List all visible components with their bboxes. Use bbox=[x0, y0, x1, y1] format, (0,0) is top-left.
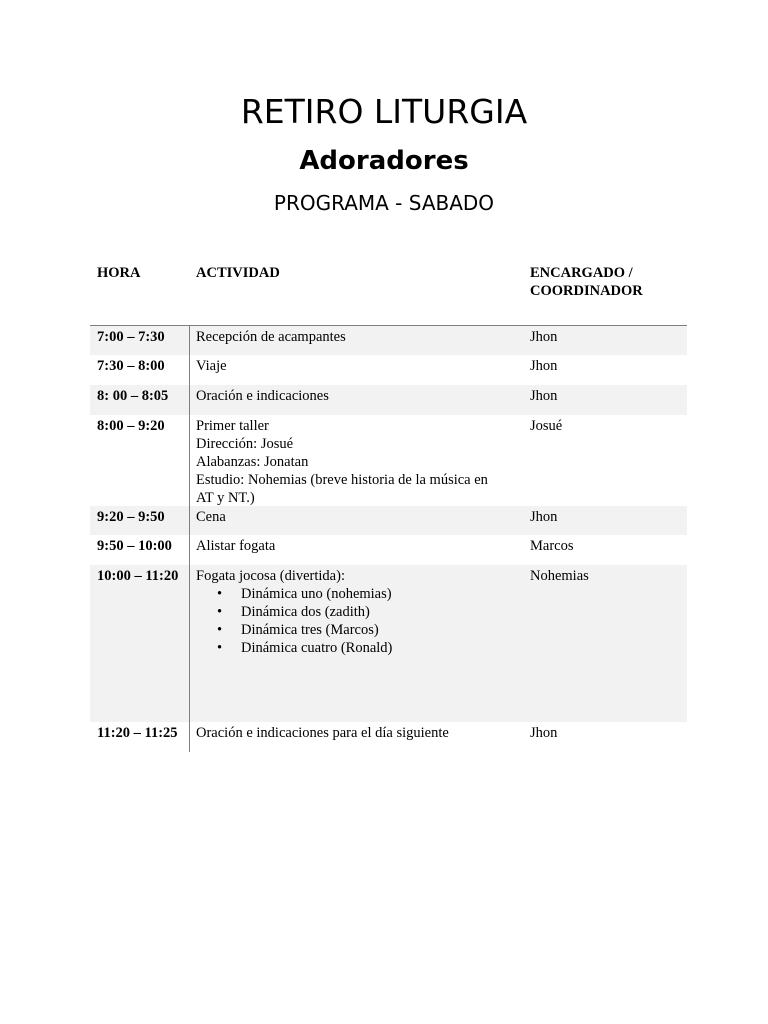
table-row bbox=[90, 506, 687, 535]
column-header-actividad: ACTIVIDAD bbox=[196, 265, 280, 281]
table-row bbox=[90, 722, 687, 753]
bullet-icon: • bbox=[217, 622, 223, 638]
column-header-encargado-line2: COORDINADOR bbox=[530, 283, 643, 299]
table-row bbox=[90, 355, 687, 385]
activity-line: Estudio: Nohemias (breve historia de la música en bbox=[196, 472, 488, 488]
table-row bbox=[90, 385, 687, 415]
row-encargado: Josué bbox=[530, 418, 563, 434]
row-actividad: Cena bbox=[196, 509, 226, 525]
row-encargado: Jhon bbox=[530, 509, 558, 525]
bullet-icon: • bbox=[217, 604, 223, 620]
table-header-row bbox=[90, 255, 687, 326]
row-encargado: Marcos bbox=[530, 538, 574, 554]
table-row bbox=[90, 326, 687, 355]
document-title: RETIRO LITURGIA bbox=[240, 92, 528, 131]
row-hora: 8: 00 – 8:05 bbox=[97, 388, 169, 404]
activity-line: AT y NT.) bbox=[196, 490, 255, 506]
column-header-encargado bbox=[530, 264, 685, 300]
column-header-encargado-line1: ENCARGADO / bbox=[530, 265, 633, 281]
list-item bbox=[217, 639, 523, 657]
row-actividad: Oración e indicaciones bbox=[196, 388, 329, 404]
activity-line: Dirección: Josué bbox=[196, 436, 294, 452]
row-hora: 9:50 – 10:00 bbox=[97, 538, 172, 554]
row-actividad bbox=[196, 567, 523, 657]
list-item bbox=[217, 603, 523, 621]
column-divider bbox=[189, 325, 190, 752]
row-hora: 7:00 – 7:30 bbox=[97, 329, 165, 345]
document-subtitle: Adoradores bbox=[299, 146, 469, 176]
row-hora: 8:00 – 9:20 bbox=[97, 418, 165, 434]
activity-line: Alabanzas: Jonatan bbox=[196, 454, 309, 470]
row-hora: 7:30 – 8:00 bbox=[97, 358, 165, 374]
bullet-icon: • bbox=[217, 586, 223, 602]
row-actividad: Recepción de acampantes bbox=[196, 329, 346, 345]
table-row bbox=[90, 535, 687, 565]
activity-line: Primer taller bbox=[196, 418, 269, 434]
row-encargado: Jhon bbox=[530, 725, 558, 741]
bullet-text: Dinámica tres (Marcos) bbox=[241, 622, 379, 638]
row-encargado: Nohemias bbox=[530, 568, 589, 584]
schedule-table bbox=[90, 255, 687, 753]
list-item bbox=[217, 585, 523, 603]
activity-bullet-list bbox=[196, 585, 523, 657]
column-header-hora: HORA bbox=[97, 265, 141, 281]
row-actividad: Oración e indicaciones para el día siguiente bbox=[196, 725, 449, 741]
bullet-text: Dinámica uno (nohemias) bbox=[241, 586, 392, 602]
bullet-text: Dinámica dos (zadith) bbox=[241, 604, 370, 620]
row-hora: 11:20 – 11:25 bbox=[97, 725, 178, 741]
row-encargado: Jhon bbox=[530, 329, 558, 345]
row-hora: 10:00 – 11:20 bbox=[97, 568, 179, 584]
table-row bbox=[90, 415, 687, 506]
row-encargado: Jhon bbox=[530, 358, 558, 374]
row-actividad bbox=[196, 417, 523, 507]
program-heading: PROGRAMA - SABADO bbox=[273, 191, 495, 215]
bullet-icon: • bbox=[217, 640, 223, 656]
row-encargado: Jhon bbox=[530, 388, 558, 404]
row-hora: 9:20 – 9:50 bbox=[97, 509, 165, 525]
table-row bbox=[90, 565, 687, 722]
list-item bbox=[217, 621, 523, 639]
activity-line: Fogata jocosa (divertida): bbox=[196, 568, 345, 584]
row-actividad: Alistar fogata bbox=[196, 538, 276, 554]
bullet-text: Dinámica cuatro (Ronald) bbox=[241, 640, 393, 656]
row-actividad: Viaje bbox=[196, 358, 227, 374]
